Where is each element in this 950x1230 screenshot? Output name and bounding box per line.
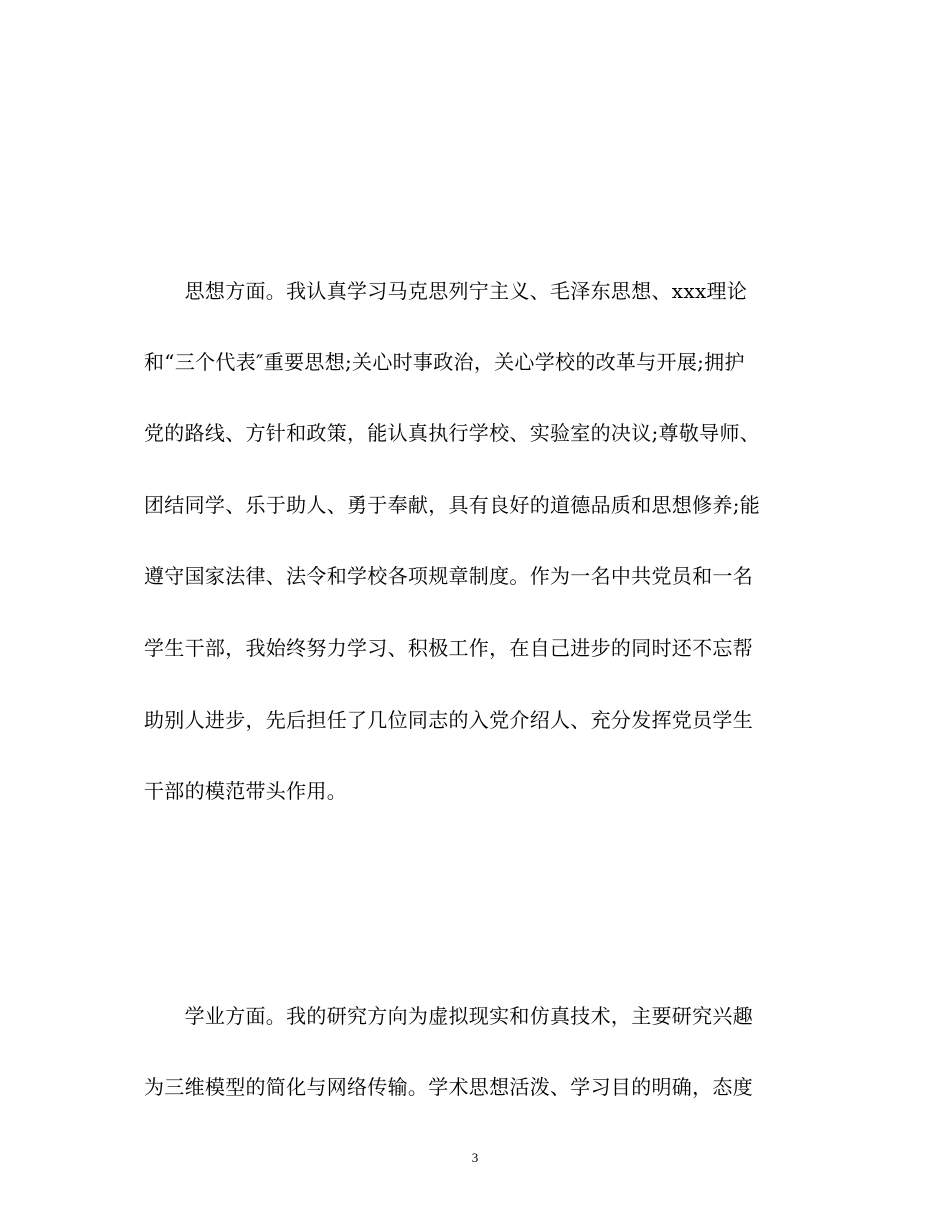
paragraph-line: 学业方面。我的研究方向为虚拟现实和仿真技术，主要研究兴趣 — [144, 1004, 753, 1028]
paragraph-line: 助别人进步，先后担任了几位同志的入党介绍人、充分发挥党员学生 — [144, 708, 753, 732]
paragraph-line: 干部的模范带头作用。 — [144, 779, 347, 803]
paragraph-line: 遵守国家法律、法令和学校各项规章制度。作为一名中共党员和一名 — [144, 564, 753, 588]
paragraph-line: 和“三个代表″重要思想;关心时事政治，关心学校的改革与开展;拥护 — [144, 350, 745, 374]
paragraph-line: 为三维模型的简化与网络传输。学术思想活泼、学习目的明确，态度 — [144, 1075, 753, 1099]
paragraph-line: 团结同学、乐于助人、勇于奉献，具有良好的道德品质和思想修养;能 — [144, 493, 761, 517]
page-number: 3 — [471, 1150, 479, 1165]
paragraph-line: 学生干部，我始终努力学习、积极工作，在自己进步的同时还不忘帮 — [144, 636, 753, 660]
paragraph-line: 思想方面。我认真学习马克思列宁主义、毛泽东思想、xxx理论 — [144, 279, 748, 303]
paragraph-line: 党的路线、方针和政策，能认真执行学校、实验室的决议;尊敬导师、 — [144, 421, 761, 445]
